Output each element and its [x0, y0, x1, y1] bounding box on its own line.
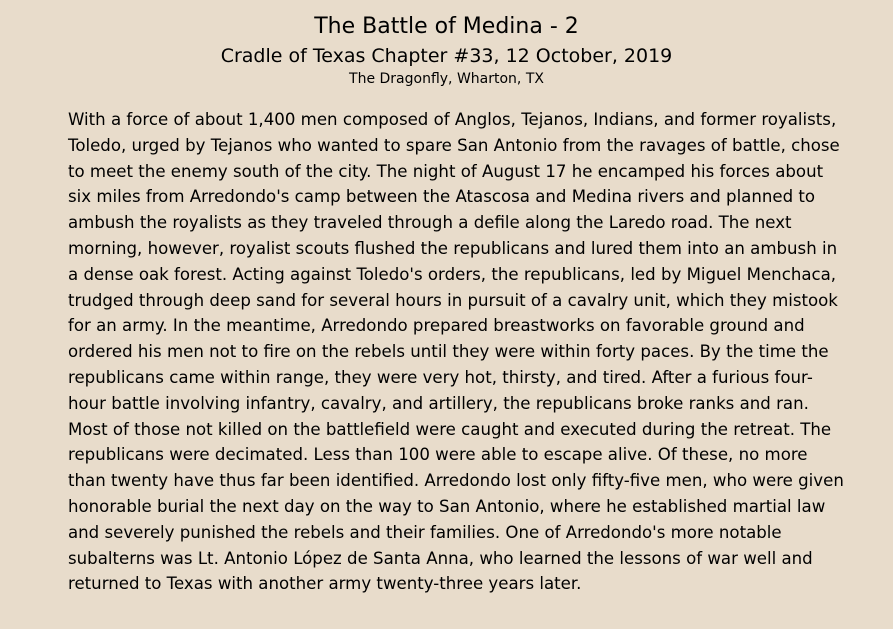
slide-location: The Dragonfly, Wharton, TX	[349, 71, 544, 87]
slide-header	[0, 0, 893, 88]
slide-body-text: With a force of about 1,400 men composed of Anglos, Tejanos, Indians, and former royalists, Toledo, urged by Tejanos who wanted to spare San Antonio from the ravages of battle, chose to meet the enemy south of the city. The night of August 17 he encamped his forces about six miles from Arredondo's camp between the Atascosa and Medina rivers and planned to ambush the royalists as they traveled through a defile along the Laredo road. The next morning, however, royalist scouts flushed the republicans and lured them into an ambush in a dense oak forest. Acting against Toledo's orders, the republicans, led by Miguel Menchaca, trudged through deep sand for several hours in pursuit of a cavalry unit, which they mistook for an army. In the meantime, Arredondo prepared breastworks on favorable ground and ordered his men not to fire on the rebels until they were within forty paces. By the time the republicans came within range, they were very hot, thirsty, and tired. After a furious four-hour battle involving infantry, cavalry, and artillery, the republicans broke ranks and ran. Most of those not killed on the battlefield were caught and executed during the retreat. The republicans were decimated. Less than 100 were able to escape alive. Of these, no more than twenty have thus far been identified. Arredondo lost only fifty-five men, who were given honorable burial the next day on the way to San Antonio, where he established martial law and severely punished the rebels and their families. One of Arredondo's more notable subalterns was Lt. Antonio López de Santa Anna, who learned the lessons of war well and returned to Texas with another army twenty-three years later.	[68, 110, 844, 594]
slide-title: The Battle of Medina - 2	[314, 14, 579, 39]
slide-subtitle: Cradle of Texas Chapter #33, 12 October, 2019	[220, 45, 673, 67]
